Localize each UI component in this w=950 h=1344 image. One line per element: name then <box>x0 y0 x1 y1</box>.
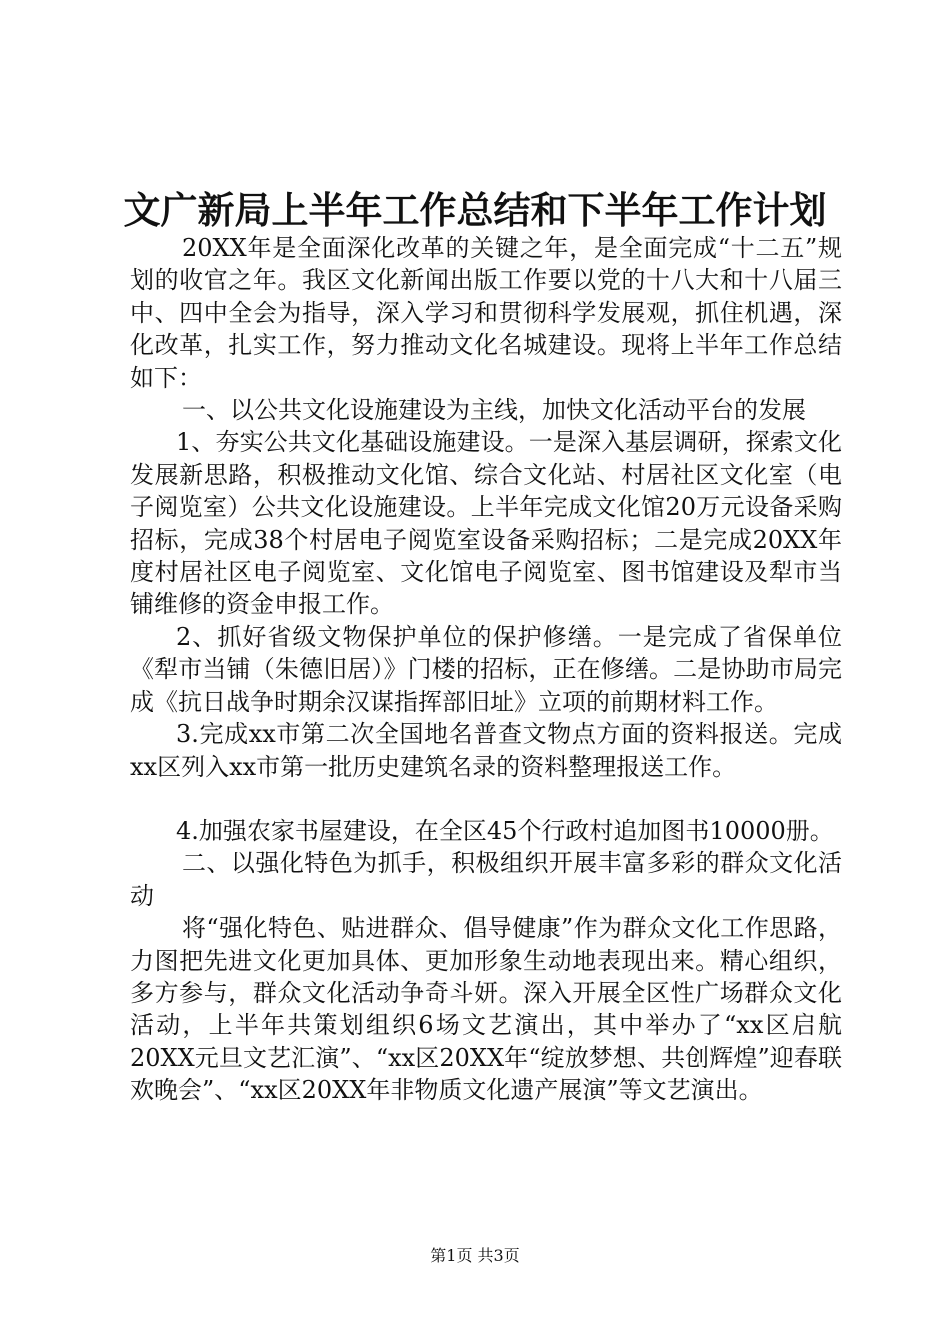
section-heading-1: 一、以公共文化设施建设为主线，加快文化活动平台的发展 <box>182 396 806 425</box>
document-title: 文广新局上半年工作总结和下半年工作计划 <box>123 188 827 232</box>
paragraph-culture-activities: 将“强化特色、贴进群众、倡导健康”作为群众文化工作思路，力图把先进文化更加具体、更加形象生动地表现出来。精心组织，多方参与，群众文化活动争奇斗妍。深入开展全区性广场群众文化活动，上半年共策划组织6场文艺演出，其中举办了“xx区启航20XX元旦文艺汇演”、“xx区20XX年“绽放梦想、共创辉煌”迎春联欢晚会”、“xx区20XX年非物质文化遗产展演”等文艺演出。 <box>130 914 842 1105</box>
paragraph-item-4: 4.加强农家书屋建设，在全区45个行政村追加图书10000册。 <box>176 816 834 845</box>
blank-line <box>130 783 842 815</box>
document-body <box>130 232 842 1107</box>
paragraph-intro: 20XX年是全面深化改革的关键之年，是全面完成“十二五”规划的收官之年。我区文化新闻出版工作要以党的十八大和十八届三中、四中全会为指导，深入学习和贯彻科学发展观，抓住机遇，深化改革，扎实工作，努力推动文化名城建设。现将上半年工作总结如下： <box>130 234 842 392</box>
paragraph-item-1: 1、夯实公共文化基础设施建设。一是深入基层调研，探索文化发展新思路，积极推动文化馆、综合文化站、村居社区文化室（电子阅览室）公共文化设施建设。上半年完成文化馆20万元设备采购招标，完成38个村居电子阅览室设备采购招标；二是完成20XX年度村居社区电子阅览室、文化馆电子阅览室、图书馆建设及犁市当铺维修的资金申报工作。 <box>130 428 842 619</box>
page-number-footer: 第1页 共3页 <box>430 1246 520 1265</box>
paragraph-item-3: 3.完成xx市第二次全国地名普查文物点方面的资料报送。完成xx区列入xx市第一批历史建筑名录的资料整理报送工作。 <box>130 720 842 781</box>
paragraph-item-2: 2、抓好省级文物保护单位的保护修缮。一是完成了省保单位《犁市当铺（朱德旧居）》门楼的招标，正在修缮。二是协助市局完成《抗日战争时期余汉谋指挥部旧址》立项的前期材料工作。 <box>130 622 842 716</box>
section-heading-2: 二、以强化特色为抓手，积极组织开展丰富多彩的群众文化活动 <box>130 849 842 910</box>
